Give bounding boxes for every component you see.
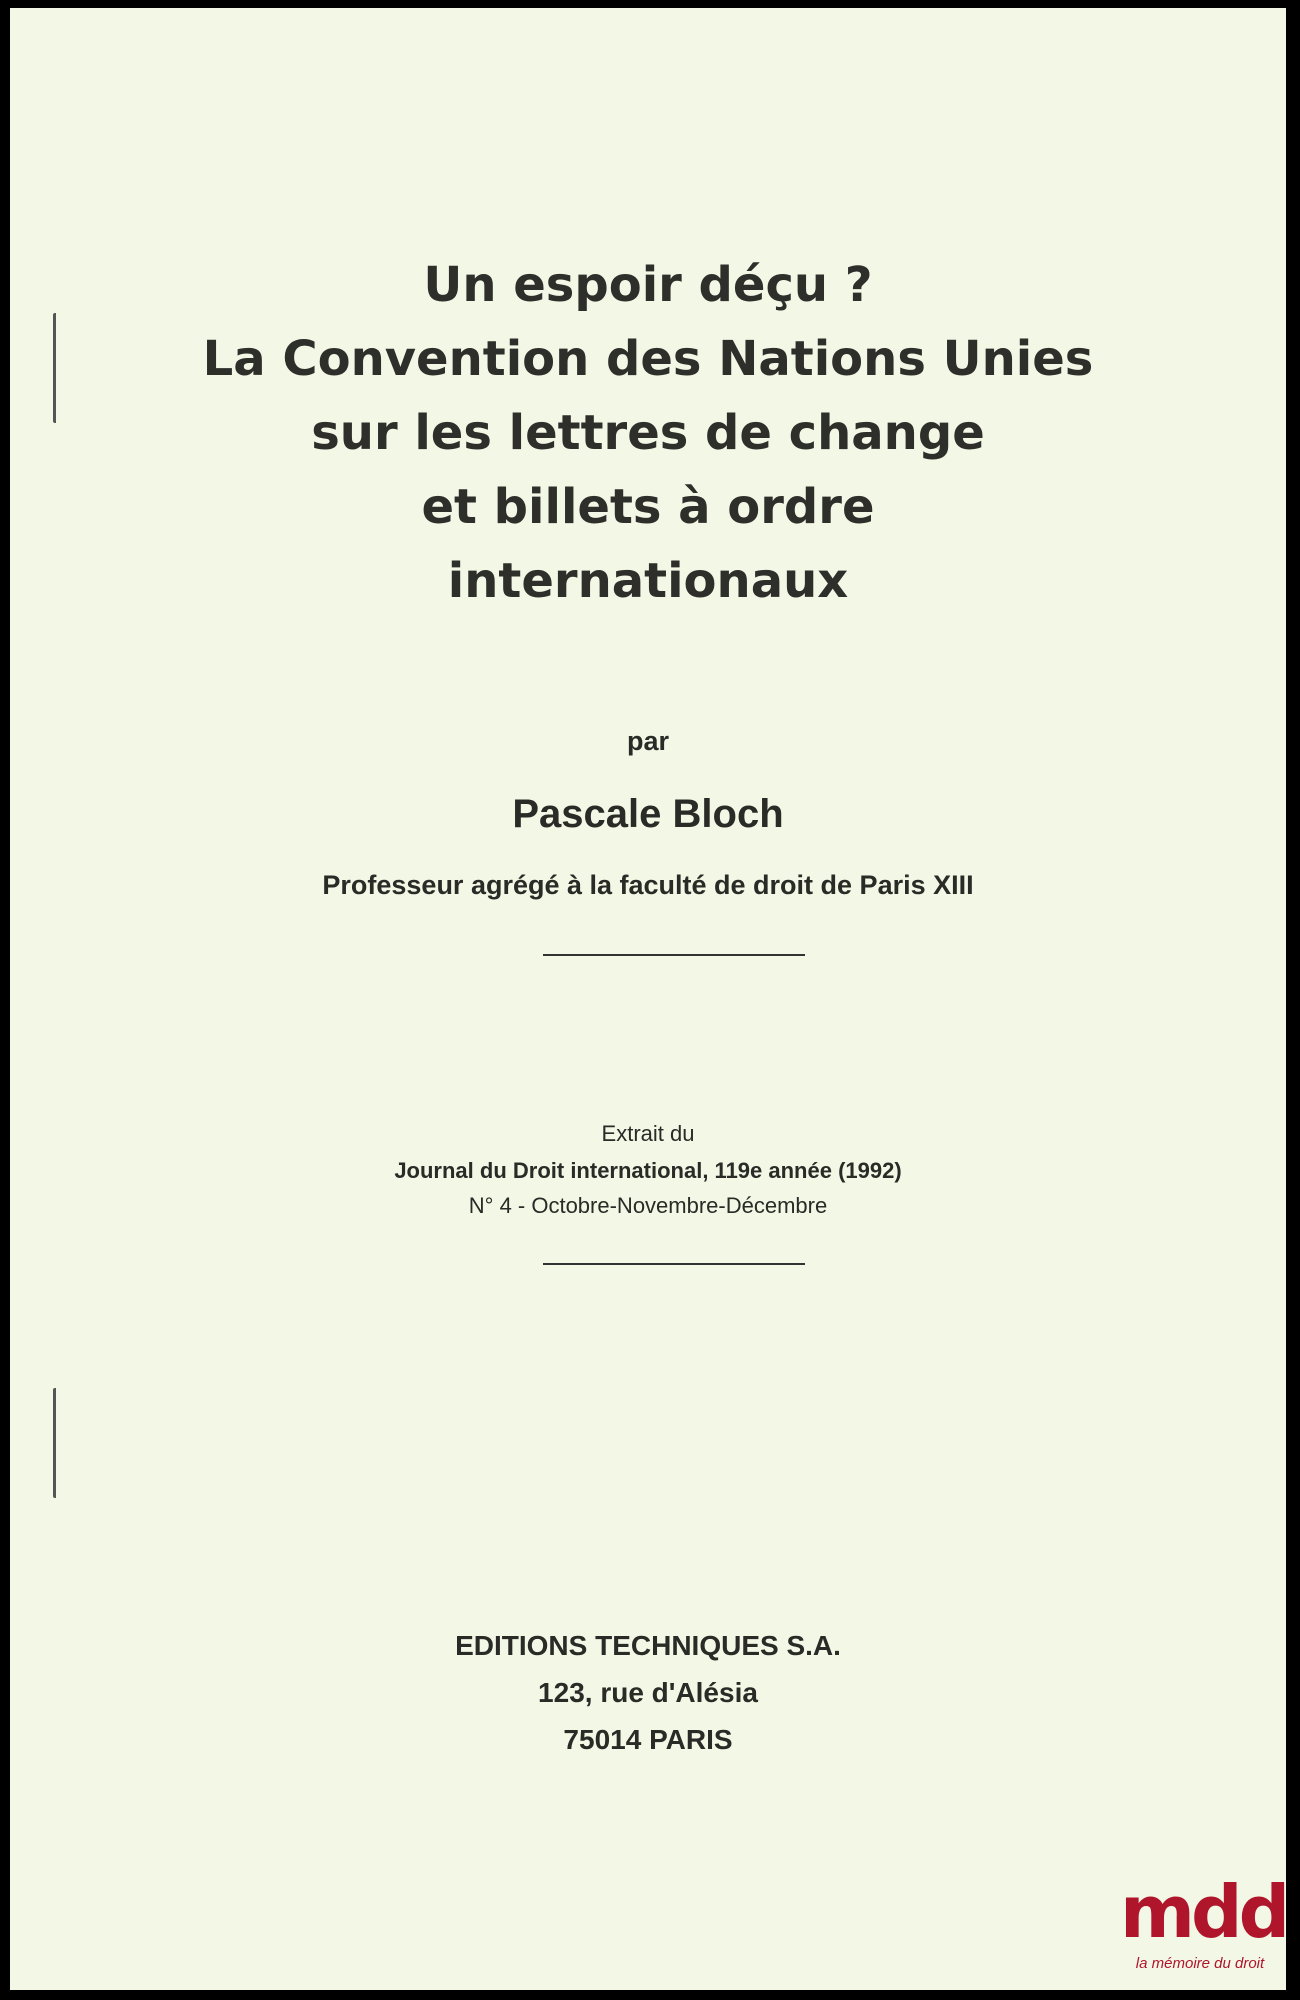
by-label: par (626, 726, 670, 756)
publisher-name: EDITIONS TECHNIQUES S.A. (455, 1630, 841, 1661)
document-page (10, 8, 1286, 1990)
extract-issue: N° 4 - Octobre-Novembre-Décembre (468, 1193, 828, 1218)
divider-bottom (543, 1263, 805, 1265)
mdd-logo (1120, 1870, 1287, 1990)
title-line-5: internationaux (447, 553, 849, 609)
author-affiliation: Professeur agrégé à la faculté de droit de Paris XIII (322, 870, 974, 900)
author-name: Pascale Bloch (512, 792, 784, 836)
title-line-3: sur les lettres de change (311, 405, 985, 461)
document-title (10, 248, 1286, 618)
extract-line-1: Extrait du (601, 1121, 695, 1146)
logo-tagline: la mémoire du droit (1135, 1955, 1265, 1972)
title-line-4: et billets à ordre (421, 479, 875, 535)
publisher-city: 75014 PARIS (563, 1724, 733, 1755)
staple-bottom (53, 1388, 64, 1498)
title-line-2: La Convention des Nations Unies (202, 331, 1094, 387)
title-line-1: Un espoir déçu ? (423, 257, 873, 313)
publisher-street: 123, rue d'Alésia (538, 1677, 758, 1708)
logo-mark: mdd (1120, 1870, 1287, 1954)
divider-top (543, 954, 805, 956)
extract-journal: Journal du Droit international, 119e année (1992) (394, 1158, 902, 1183)
